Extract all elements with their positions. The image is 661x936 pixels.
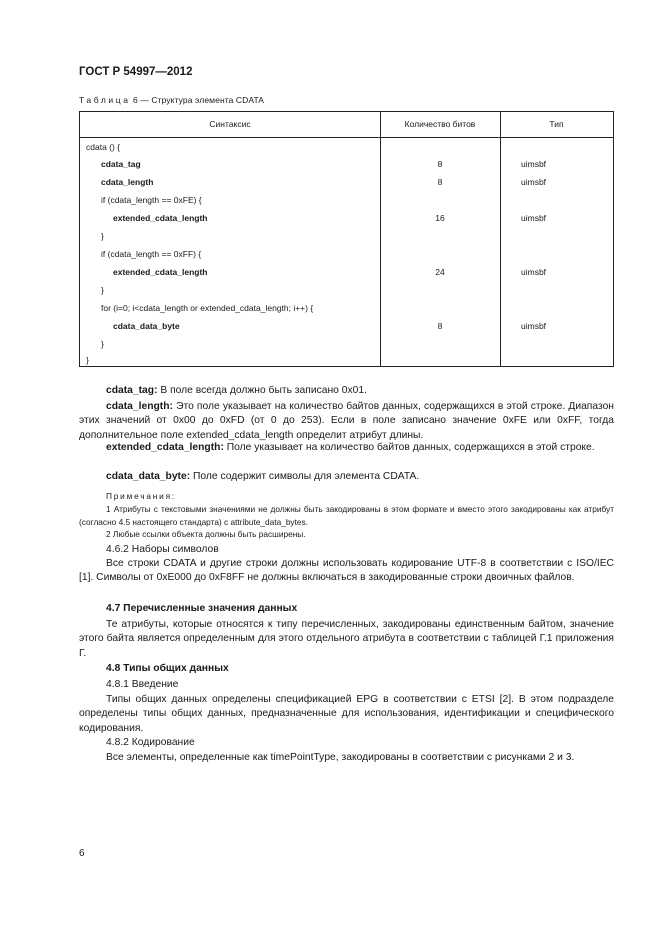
table-row-syntax: cdata_tag xyxy=(101,159,141,169)
definition-text: Это поле указывает на количество байтов данных, содержащихся в этой строке. Диапазон этих значений от 0x00 до 0xFD (от 0 до 253). Если в поле записано значение 0xFE или 0xFF, тогда дополнительное поле extended_cdata_length определит атрибут длины. xyxy=(79,401,614,441)
section-4-6-2-title: 4.6.2 Наборы символов xyxy=(106,544,219,555)
section-4-8-2-title: 4.8.2 Кодирование xyxy=(106,737,195,748)
table-row-bits: 8 xyxy=(437,159,443,169)
table-row-type: uimsbf xyxy=(521,321,547,331)
section-4-8-1-title: 4.8.1 Введение xyxy=(106,679,179,690)
definition-cdata-length xyxy=(79,400,614,443)
section-4-6-2-text: Все строки CDATA и другие строки должны использовать кодирование UTF-8 в соответствии с ISO/IEC [1]. Символы от 0xE000 до 0xF8FF не должны включаться в закодированные строки двоичных файлов. xyxy=(79,558,614,584)
table-row-syntax: cdata () { xyxy=(86,142,121,152)
table-row-type: uimsbf xyxy=(521,213,547,223)
note-item: 2 Любые ссылки объекта должны быть расширены. xyxy=(106,529,306,539)
table-row-bits: 8 xyxy=(437,177,443,187)
table-caption-prefix: Таблица xyxy=(79,95,131,105)
definition-text: В поле всегда должно быть записано 0x01. xyxy=(157,385,367,396)
table-row-syntax: } xyxy=(101,339,104,349)
table-row-type: uimsbf xyxy=(521,159,547,169)
note-item: 1 Атрибуты с текстовыми значениями не должны быть закодированы в этом формате и вместо этого закодированы как атрибут (согласно 4.5 настоящего стандарта) с attribute_data_bytes. xyxy=(79,504,614,527)
column-header-type: Тип xyxy=(549,119,564,129)
cdata-structure-table xyxy=(79,111,614,367)
notes-title: Примечания: xyxy=(106,491,177,501)
table-row-bits: 8 xyxy=(437,321,443,331)
page-number: 6 xyxy=(79,848,85,859)
table-row-bits: 24 xyxy=(435,267,445,277)
table-row-syntax: if (cdata_length == 0xFF) { xyxy=(101,249,202,259)
section-4-8-1-text: Типы общих данных определены спецификацией EPG в соответствии с ETSI [2]. В этом подразделе определены типы общих данных, предназначенные для использования, идентификации и специфического кодирования. xyxy=(79,694,614,734)
table-row-syntax: extended_cdata_length xyxy=(113,213,208,223)
table-row-syntax: for (i=0; i<cdata_length or extended_cdata_length; i++) { xyxy=(101,303,314,313)
table-row-syntax: if (cdata_length == 0xFE) { xyxy=(101,195,202,205)
table-row-type: uimsbf xyxy=(521,267,547,277)
definition-term: cdata_data_byte: xyxy=(106,471,191,482)
table-row-syntax: cdata_data_byte xyxy=(113,321,180,331)
table-row-syntax: } xyxy=(101,285,104,295)
definition-cdata-data-byte xyxy=(79,470,614,484)
definition-term: extended_cdata_length: xyxy=(106,442,224,453)
definition-text: Поле указывает на количество байтов данных, содержащихся в этой строке. xyxy=(223,442,595,453)
definition-text: Поле содержит символы для элемента CDATA. xyxy=(190,471,420,482)
table-row-syntax: cdata_length xyxy=(101,177,154,187)
definition-extended-cdata-length xyxy=(79,441,614,455)
section-4-8-title: 4.8 Типы общих данных xyxy=(106,663,229,674)
table-header-row xyxy=(80,112,613,138)
column-header-syntax: Синтаксис xyxy=(209,119,251,129)
section-4-8-2-text: Все элементы, определенные как timePointType, закодированы в соответствии с рисунками 2 и 3. xyxy=(106,752,575,763)
definition-cdata-tag xyxy=(79,384,614,398)
table-caption-text: 6 — Структура элемента CDATA xyxy=(130,95,264,105)
table-row-type: uimsbf xyxy=(521,177,547,187)
table-row-syntax: } xyxy=(86,355,89,365)
table-row-bits: 16 xyxy=(435,213,445,223)
table-caption xyxy=(79,95,264,105)
definition-term: cdata_length: xyxy=(106,401,173,412)
section-4-7-title: 4.7 Перечисленные значения данных xyxy=(106,603,298,614)
document-header: ГОСТ Р 54997—2012 xyxy=(79,66,193,78)
column-divider xyxy=(500,112,501,366)
definition-term: cdata_tag: xyxy=(106,385,158,396)
column-header-bits: Количество битов xyxy=(404,119,476,129)
table-row-syntax: } xyxy=(101,231,104,241)
table-row-syntax: extended_cdata_length xyxy=(113,267,208,277)
section-4-7-text: Те атрибуты, которые относятся к типу перечисленных, закодированы единственным байтом, значение этого байта является определенным для этого отдельного атрибута в соответствии с таблицей Г.1 приложения Г. xyxy=(79,619,614,659)
